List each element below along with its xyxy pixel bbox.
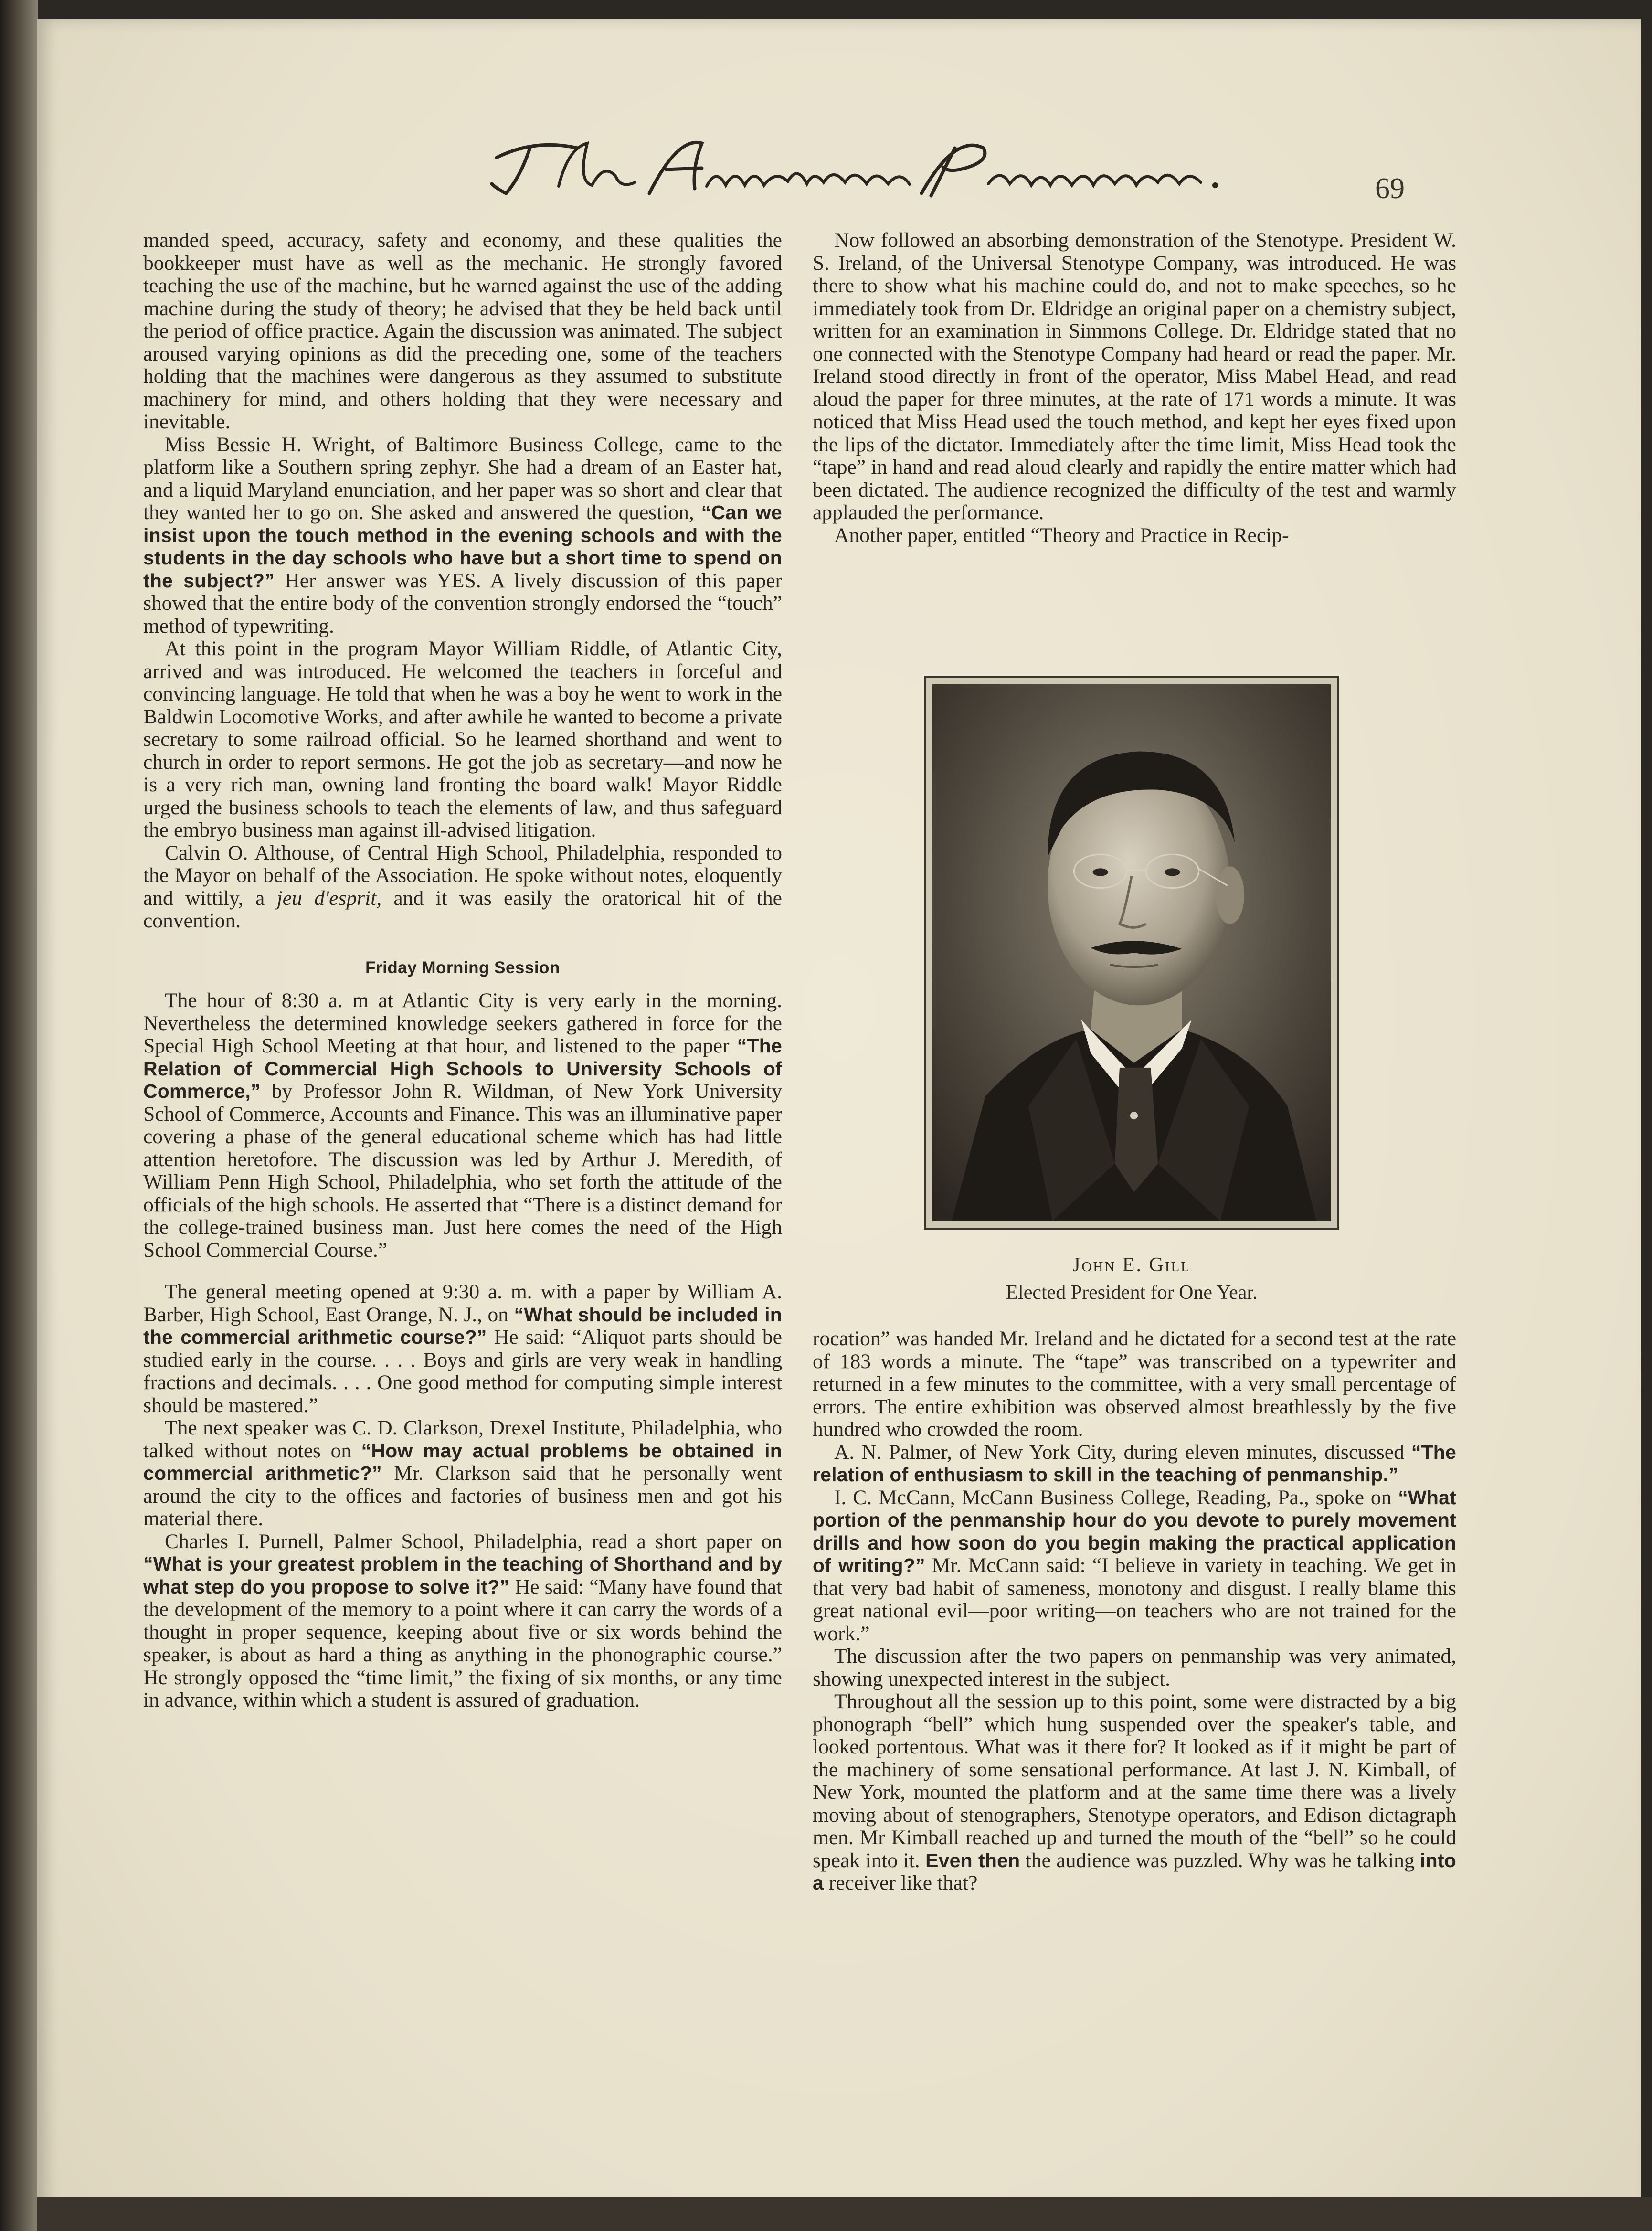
right-column-bottom [813, 1328, 1456, 1895]
masthead-logo [477, 129, 1241, 201]
portrait-photo-frame [924, 676, 1339, 1230]
paragraph: The discussion after the two papers on penmanship was very animated, showing unexpected interest in the subject. [813, 1645, 1456, 1690]
photo-caption-name: John E. Gill [1072, 1254, 1191, 1276]
portrait-photo [932, 684, 1331, 1221]
paragraph: Another paper, entitled “Theory and Practice in Recip- [834, 523, 1289, 547]
page-number: 69 [1375, 172, 1405, 205]
paragraph: The general meeting opened at 9:30 a. m. with a paper by William A. Barber, High School, East Orange, N. J., on “What should be included in the commercial arithmetic course?” He said: “Aliquot parts should be studied early in the course. . . . Boys and girls are very weak in handling fractions and decimals. . . . One good method for computing simple interest should be mastered.” [143, 1280, 782, 1417]
paragraph: manded speed, accuracy, safety and economy, and these qualities the bookkeeper must have as well as the mechanic. He strongly favored teaching the use of the machine, but he warned against the use of the adding machine during the study of theory; he advised that they be held back until the period of office practice. Again the discussion was animated. The subject aroused varying opinions as did the preceding one, some of the teachers holding that the machines were dangerous as they assumed to substitute machinery for mind, and others holding that they were necessary and inevitable. [143, 229, 782, 433]
paragraph: Charles I. Purnell, Palmer School, Philadelphia, read a short paper on “What is your greatest problem in the teaching of Shorthand and by what step do you propose to solve it?” He said: “Many have found that the development of the memory to a point where it can carry the words of a thought in proper sequence, keeping about five or six words behind the speaker, is about as hard a thing as anything in the phonographic course.” He strongly opposed the “time limit,” the fixing of six months, or any time in advance, within which a student is assured of graduation. [143, 1530, 782, 1711]
scan-binding-edge [0, 0, 38, 2231]
paragraph: rocation” was handed Mr. Ireland and he dictated for a second test at the rate of 183 words a minute. The “tape” was transcribed on a typewriter and returned in a few minutes to the committee, with a very small percentage of errors. The entire exhibition was observed almost breathlessly by the five hundred who crowded the room. [813, 1327, 1456, 1441]
paragraph: Throughout all the session up to this point, some were distracted by a big phonograph “bell” which hung suspended over the speaker's table, and looked portentous. What was it there for? It looked as if it might be part of the machinery of some sensational performance. At last J. N. Kimball, of New York, mounted the platform and at the same time there was a lively moving about of stenographers, Stenotype operators, and Edison dictagraph men. Mr Kimball reached up and turned the mouth of the “bell” so he could speak into it. Even then the audience was puzzled. Why was he talking into a receiver like that? [813, 1690, 1457, 1894]
paragraph: The next speaker was C. D. Clarkson, Drexel Institute, Philadelphia, who talked without notes on “How may actual problems be obtained in commercial arithmetic?” Mr. Clarkson said that he personally went around the city to the offices and factories of business men and got his material there. [143, 1416, 783, 1530]
section-heading: Friday Morning Session [365, 958, 560, 977]
right-column-top [813, 229, 1456, 547]
left-column [143, 229, 782, 1712]
scan-bottom-edge [37, 2197, 1652, 2231]
paragraph: Calvin O. Althouse, of Central High School, Philadelphia, responded to the Mayor on behalf of the Association. He spoke without notes, eloquently and wittily, a jeu d'esprit, and it was easily the oratorical hit of the convention. [143, 841, 782, 932]
photo-caption-subtitle: Elected President for One Year. [1006, 1282, 1258, 1304]
paragraph: Now followed an absorbing demonstration of the Stenotype. President W. S. Ireland, of the Universal Stenotype Company, was introduced. He was there to show what his machine could do, and not to make speeches, so he immediately took from Dr. Eldridge an original paper on a chemistry subject, written for an examination in Simmons College. Dr. Eldridge stated that no one connected with the Stenotype Company had heard or read the paper. Mr. Ireland stood directly in front of the operator, Miss Mabel Head, and read aloud the paper for three minutes, at the rate of 171 words a minute. It was noticed that Miss Head used the touch method, and kept her eyes fixed upon the lips of the dictator. Immediately after the time limit, Miss Head took the “tape” in hand and read aloud clearly and rapidly the entire matter which had been dictated. The audience recognized the difficulty of the test and warmly applauded the performance. [813, 229, 1456, 524]
paragraph: I. C. McCann, McCann Business College, Reading, Pa., spoke on “What portion of the penmanship hour do you devote to purely movement drills and how soon do you begin making the practical application of writing?” Mr. McCann said: “I believe in variety in teaching. We get in that very bad habit of sameness, monotony and disgust. I really blame this great national evil—poor writing—on teachers who are not trained for the work.” [813, 1486, 1456, 1645]
paragraph: A. N. Palmer, of New York City, during eleven minutes, discussed “The relation of enthusiasm to skill in the teaching of penmanship.” [813, 1440, 1456, 1486]
paragraph: Miss Bessie H. Wright, of Baltimore Business College, came to the platform like a Southern spring zephyr. She had a dream of an Easter hat, and a liquid Maryland enunciation, and her paper was so short and clear that they wanted her to go on. She asked and answered the question, “Can we insist upon the touch method in the evening schools and with the students in the day schools who have but a short time to spend on the subject?” Her answer was YES. A lively discussion of this paper showed that the entire body of the convention strongly endorsed the “touch” method of typewriting. [143, 433, 783, 637]
paragraph: At this point in the program Mayor William Riddle, of Atlantic City, arrived and was introduced. He welcomed the teachers in forceful and convincing language. He told that when he was a boy he went to work in the Baldwin Locomotive Works, and after awhile he wanted to become a private secretary to some railroad official. So he learned shorthand and went to church in order to report sermons. He got the job as secretary—and now he is a very rich man, owning land fronting the board walk! Mayor Riddle urged the business schools to teach the elements of law, and thus safeguard the embryo business man against ill-advised litigation. [143, 637, 782, 841]
paragraph: The hour of 8:30 a. m at Atlantic City is very early in the morning. Nevertheless the determined knowledge seekers gathered in force for the Special High School Meeting at that hour, and listened to the paper “The Relation of Commercial High Schools to University Schools of Commerce,” by Professor John R. Wildman, of New York University School of Commerce, Accounts and Finance. This was an illuminative paper covering a phase of the general educational scheme which has had little attention heretofore. The discussion was led by Arthur J. Meredith, of William Penn High School, Philadelphia, who set forth the attitude of the officials of the high schools. He asserted that “There is a distinct demand for the college-trained business man. Just here comes the need of the High School Commercial Course.” [143, 989, 782, 1262]
